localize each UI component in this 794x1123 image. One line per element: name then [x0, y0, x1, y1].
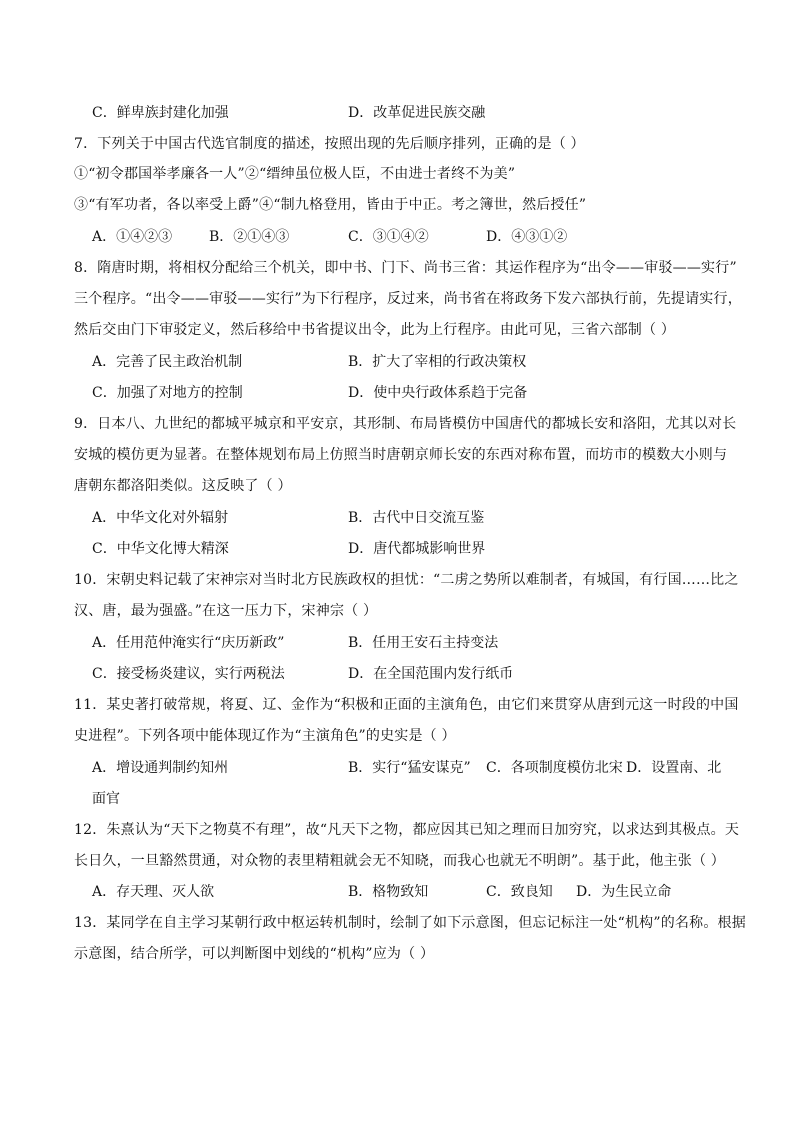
- q10-option-d: D．在全国范围内发行纸币: [348, 666, 514, 682]
- q11-option-a: A．增设通判制约知州: [92, 760, 229, 776]
- q10-stem-line1: 10．宋朝史料记载了宋神宗对当时北方民族政权的担忧：“二虏之势所以难制者，有城国，有行国……比之: [74, 572, 739, 588]
- q8-option-a: A．完善了民主政治机制: [92, 354, 243, 370]
- q11-stem-line2: 史进程”。下列各项中能体现辽作为“主演角色”的史实是（ ）: [74, 728, 456, 744]
- q10-option-b: B．任用王安石主持变法: [348, 635, 499, 651]
- q12-option-b: B．格物致知: [348, 884, 429, 900]
- q9-option-d: D．唐代都城影响世界: [348, 541, 486, 557]
- q11-option-c: C．各项制度模仿北宋: [486, 760, 623, 776]
- q8-stem-line3: 然后交由门下审驳定义，然后移给中书省提议出令，此为上行程序。由此可见，三省六部制（ ）: [74, 322, 676, 338]
- q11-stem-line1: 11．某史著打破常规，将夏、辽、金作为“积极和正面的主演角色，由它们来贯穿从唐到元这一时段的中国: [74, 697, 739, 713]
- q9-stem-line2: 安城的模仿更为显著。在整体规划布局上仿照当时唐朝京师长安的东西对称布置，而坊市的模数大小则与: [74, 447, 728, 463]
- q10-option-c: C．接受杨炎建议，实行两税法: [92, 666, 285, 682]
- q11-option-d-continued: 面官: [92, 791, 120, 807]
- q8-option-b: B．扩大了宰相的行政决策权: [348, 354, 527, 370]
- q12-option-a: A．存天理、灭人欲: [92, 884, 215, 900]
- q8-stem-line2: 三个程序。“出令——审驳——实行”为下行程序，反过来，尚书省在将政务下发六部执行前，先提请实行，: [74, 291, 742, 307]
- q12-stem-line1: 12．朱熹认为“天下之物莫不有理”，故“凡天下之物，都应因其已知之理而日加穷究，以求达到其极点。天: [74, 822, 740, 838]
- q9-option-b: B．古代中日交流互鉴: [348, 510, 485, 526]
- q9-stem-line1: 9．日本八、九世纪的都城平城京和平安京，其形制、布局皆模仿中国唐代的都城长安和洛阳，尤其以对长: [74, 416, 737, 432]
- q9-option-c: C．中华文化博大精深: [92, 541, 229, 557]
- q10-stem-line2: 汉、唐，最为强盛。”在这一压力下，宋神宗（ ）: [74, 603, 378, 619]
- q6-option-d: D．改革促进民族交融: [348, 105, 486, 121]
- q11-option-d: D．设置南、北: [626, 760, 722, 776]
- q9-stem-line3: 唐朝东都洛阳类似。这反映了（ ）: [74, 478, 292, 494]
- q12-option-c: C．致良知: [486, 884, 553, 900]
- q13-stem-line2: 示意图，结合所学，可以判断图中划线的“机构”应为（ ）: [74, 946, 435, 962]
- q8-stem-line1: 8．隋唐时期，将相权分配给三个机关，即中书、门下、尚书三省：其运作程序为“出令——审驳——实行”: [74, 260, 737, 276]
- q12-option-d: D．为生民立命: [576, 884, 672, 900]
- q10-option-a: A．任用范仲淹实行“庆历新政”: [92, 635, 285, 651]
- q7-item-line2: ③“有军功者，各以率受上爵”④“制九格登用，皆由于中正。考之簿世，然后授任”: [74, 197, 587, 213]
- q7-option-a: A．①④②③: [92, 229, 173, 245]
- q7-stem: 7．下列关于中国古代选官制度的描述，按照出现的先后顺序排列，正确的是（ ）: [74, 136, 585, 152]
- q7-option-d: D．④③①②: [486, 229, 568, 245]
- q11-option-b: B．实行“猛安谋克”: [348, 760, 471, 776]
- q9-option-a: A．中华文化对外辐射: [92, 510, 229, 526]
- q12-stem-line2: 长日久，一旦豁然贯通，对众物的表里精粗就会无不知晓，而我心也就无不明朗”。基于此，他主张（ ）: [74, 853, 726, 869]
- q6-option-c: C．鲜卑族封建化加强: [92, 105, 229, 121]
- q8-option-d: D．使中央行政体系趋于完备: [348, 385, 528, 401]
- q8-option-c: C．加强了对地方的控制: [92, 385, 243, 401]
- q7-option-b: B．②①④③: [209, 229, 290, 245]
- q7-option-c: C．③①④②: [348, 229, 429, 245]
- q7-item-line1: ①“初令郡国举孝廉各一人”②“缙绅虽位极人臣，不由进士者终不为美”: [74, 166, 516, 182]
- q13-stem-line1: 13．某同学在自主学习某朝行政中枢运转机制时，绘制了如下示意图，但忘记标注一处“机构”的名称。根据: [74, 915, 746, 931]
